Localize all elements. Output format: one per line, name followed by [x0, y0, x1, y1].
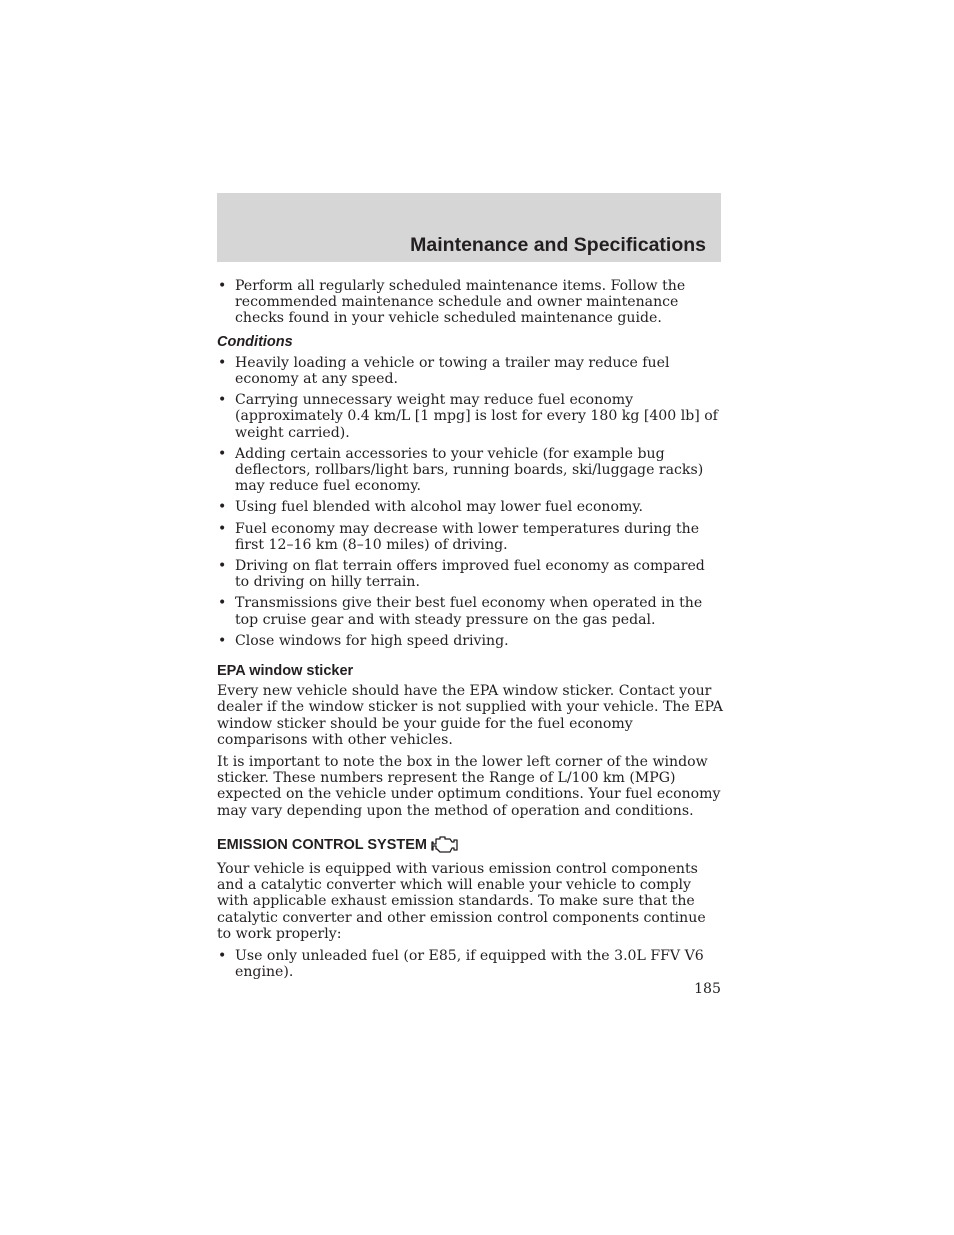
list-item: • Perform all regularly scheduled maintenance items. Follow the recommended maintenance schedule and owner maintenance checks found in your vehicle scheduled maintenance guide. — [218, 278, 686, 327]
page-content — [217, 278, 723, 985]
page-number: 185 — [694, 981, 721, 997]
emission-paragraph: Your vehicle is equipped with various emission control components and a catalytic converter which will enable your vehicle to comply with applicable exhaust emission standards. To make sure that the catalytic converter and other emission control components continue to work properly: — [217, 860, 706, 942]
list-item: • Transmissions give their best fuel economy when operated in the top cruise gear and with steady pressure on the gas pedal. — [218, 595, 703, 628]
list-item: • Driving on flat terrain offers improved fuel economy as compared to driving on hilly terrain. — [218, 558, 705, 591]
emission-heading-text: EMISSION CONTROL SYSTEM — [217, 836, 428, 853]
epa-paragraph: Every new vehicle should have the EPA window sticker. Contact your dealer if the window sticker is not supplied with your vehicle. The EPA window sticker should be your guide for the fuel economy comparisons with other vehicles. — [217, 683, 723, 748]
list-item: • Fuel economy may decrease with lower temperatures during the first 12–16 km (8–10 miles) of driving. — [218, 520, 700, 553]
list-item: • Close windows for high speed driving. — [218, 632, 509, 649]
list-item: • Heavily loading a vehicle or towing a trailer may reduce fuel economy at any speed. — [218, 354, 670, 388]
emission-heading — [217, 835, 723, 855]
list-item: • Adding certain accessories to your vehicle (for example bug deflectors, rollbars/light bars, running boards, ski/luggage racks) may reduce fuel economy. — [218, 445, 704, 495]
list-item: • Carrying unnecessary weight may reduce fuel economy (approximately 0.4 km/L [1 mpg] is lost for every 180 kg [400 lb] of weight carried). — [218, 392, 718, 441]
conditions-bullet-list — [217, 355, 723, 649]
list-item: • Using fuel blended with alcohol may lower fuel economy. — [218, 499, 643, 516]
page-title: Maintenance and Specifications — [410, 234, 706, 256]
engine-icon — [431, 835, 459, 855]
list-item: • Use only unleaded fuel (or E85, if equipped with the 3.0L FFV V6 engine). — [218, 947, 704, 981]
intro-bullet-list — [217, 278, 723, 327]
emission-bullet-list — [217, 948, 723, 980]
epa-paragraph: It is important to note the box in the lower left corner of the window sticker. These numbers represent the Range of L/100 km (MPG) expected on the vehicle under optimum conditions. Your fuel economy may vary depending upon the method of operation and conditions. — [217, 754, 721, 819]
epa-heading: EPA window sticker — [217, 663, 354, 680]
conditions-heading: Conditions — [217, 333, 293, 350]
header-band — [217, 193, 721, 262]
